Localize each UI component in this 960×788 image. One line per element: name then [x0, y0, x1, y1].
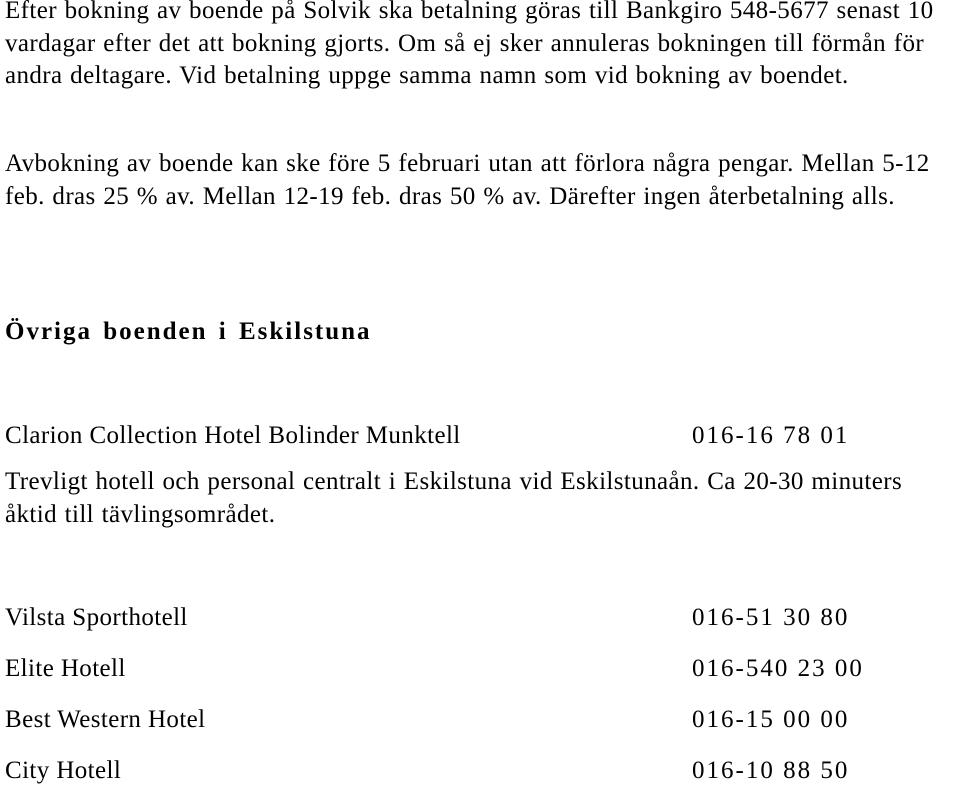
hotel-description: Trevligt hotell och personal centralt i Eskilstuna vid Eskilstunaån. Ca 20-30 minuters åktid till tävlingsområdet.: [5, 468, 903, 528]
hotel-name: Elite Hotell: [5, 655, 126, 682]
hotel-name: Clarion Collection Hotel Bolinder Munktell: [5, 422, 461, 449]
hotel-name: Best Western Hotel: [5, 706, 206, 733]
hotel-phone: 016-540 23 00: [692, 655, 864, 682]
hotel-entry: [5, 754, 955, 788]
hotel-phone: 016-15 00 00: [692, 706, 850, 733]
other-accommodation-heading: Övriga boenden i Eskilstuna: [5, 318, 372, 345]
hotel-entry: [5, 652, 955, 686]
cancellation-policy-paragraph: Avbokning av boende kan ske före 5 februari utan att förlora några pengar. Mellan 5-12 feb. dras 25 % av. Mellan 12-19 feb. dras 50 % av. Därefter ingen återbetalning alls.: [5, 150, 930, 210]
hotel-phone: 016-16 78 01: [692, 422, 850, 449]
hotel-name: City Hotell: [5, 757, 122, 784]
hotel-entry: [5, 601, 955, 635]
hotel-phone: 016-51 30 80: [692, 604, 850, 631]
payment-instructions-paragraph: Efter bokning av boende på Solvik ska betalning göras till Bankgiro 548-5677 senast 10 vardagar efter det att bokning gjorts. Om så ej sker annuleras bokningen till förmån för andra deltagare. Vid betalning uppge samma namn som vid bokning av boendet.: [5, 0, 934, 89]
hotel-entry: [5, 703, 955, 737]
hotel-phone: 016-10 88 50: [692, 757, 850, 784]
hotel-entry-clarion: [5, 419, 955, 453]
hotel-name: Vilsta Sporthotell: [5, 604, 188, 631]
